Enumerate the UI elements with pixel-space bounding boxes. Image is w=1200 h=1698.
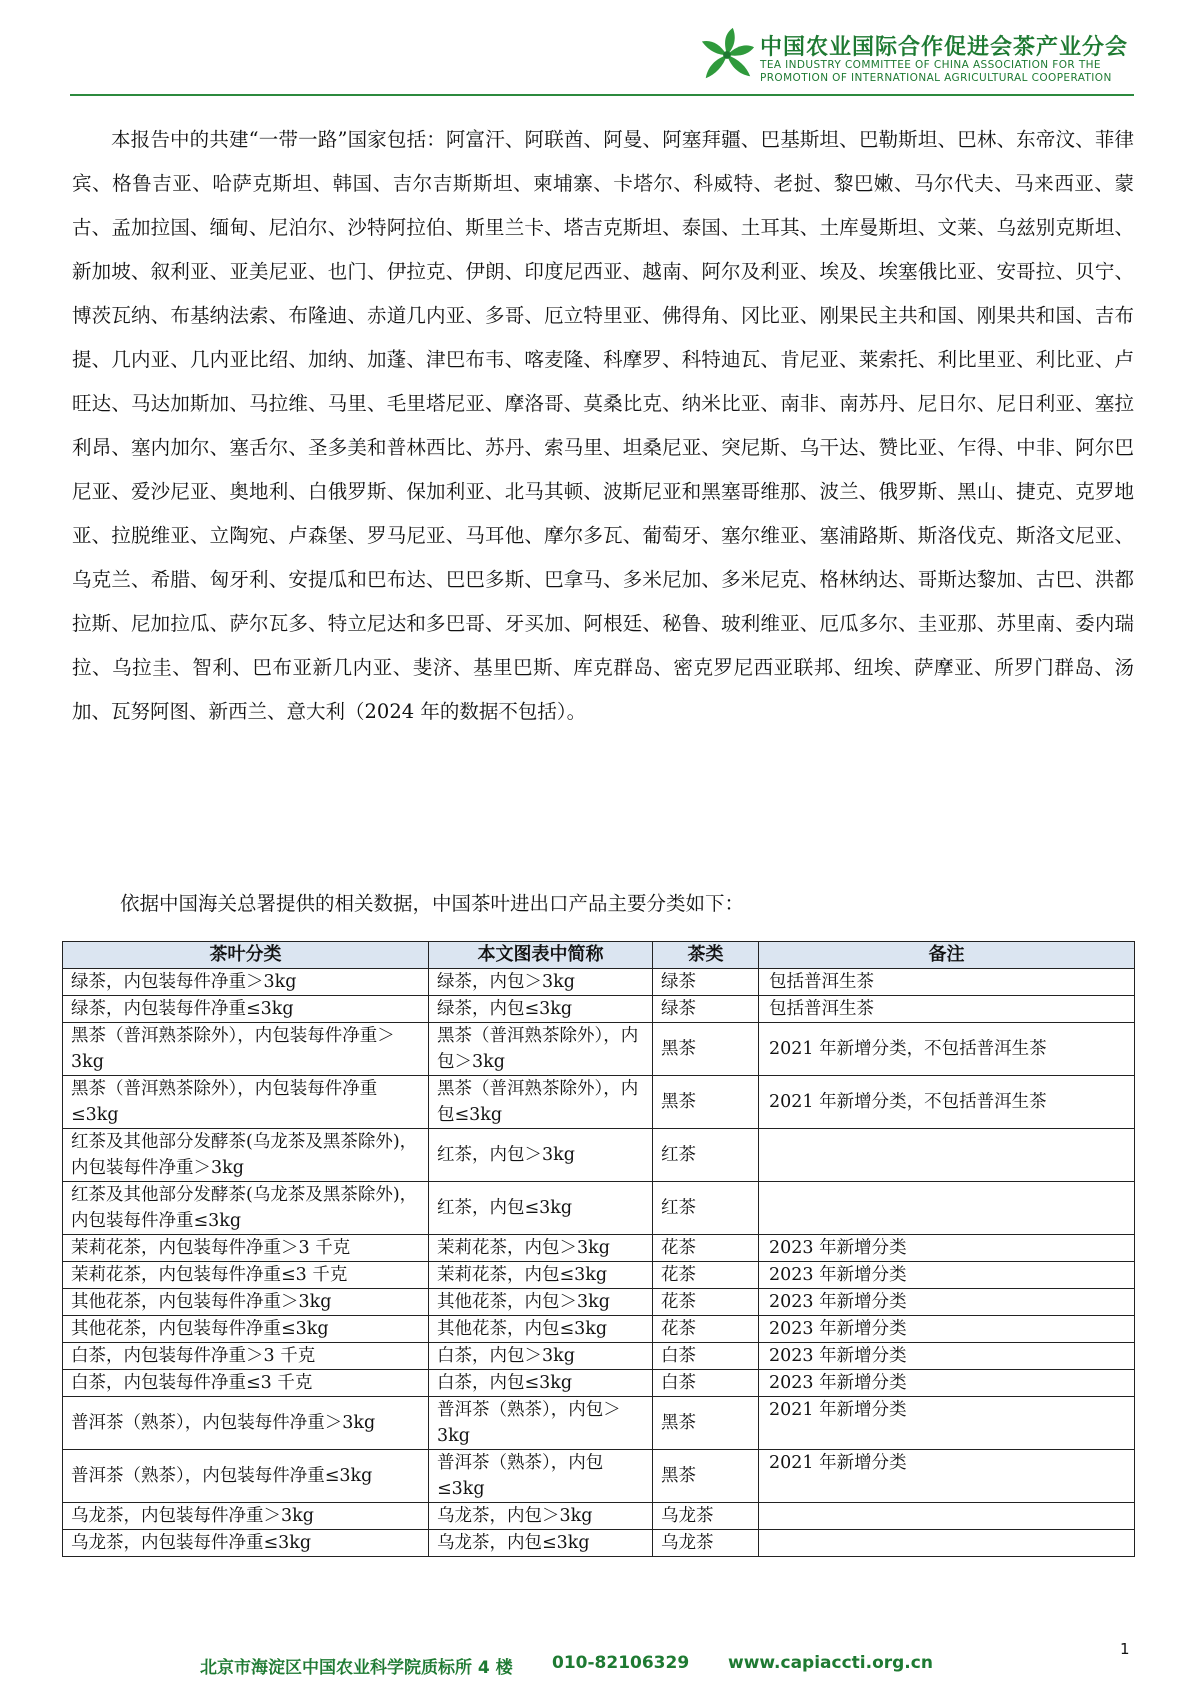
cell-note: 2023 年新增分类 (759, 1370, 1135, 1397)
org-name-en-line1: TEA INDUSTRY COMMITTEE OF CHINA ASSOCIATION FOR THE (760, 59, 1101, 71)
cell-tea-type: 黑茶 (653, 1023, 759, 1076)
cell-short-name: 红茶，内包＞3kg (429, 1129, 653, 1182)
cell-category: 黑茶（普洱熟茶除外），内包装每件净重＞3kg (63, 1023, 429, 1076)
footer-website: www.capiaccti.org.cn (728, 1653, 933, 1673)
page-header (70, 20, 1134, 96)
table-row (63, 1235, 1135, 1262)
table-row (63, 1397, 1135, 1450)
cell-note: 2023 年新增分类 (759, 1343, 1135, 1370)
column-header: 茶叶分类 (63, 942, 429, 969)
cell-tea-type: 绿茶 (653, 969, 759, 996)
cell-note (759, 1182, 1135, 1235)
table-row (63, 1530, 1135, 1557)
footer-address: 北京市海淀区中国农业科学院质标所 4 楼 (200, 1658, 513, 1678)
cell-short-name: 黑茶（普洱熟茶除外），内包≤3kg (429, 1076, 653, 1129)
cell-note: 2021 年新增分类 (759, 1450, 1135, 1503)
cell-short-name: 乌龙茶，内包≤3kg (429, 1530, 653, 1557)
table-row (63, 996, 1135, 1023)
cell-category: 茉莉花茶，内包装每件净重＞3 千克 (63, 1235, 429, 1262)
cell-short-name: 茉莉花茶，内包＞3kg (429, 1235, 653, 1262)
footer-phone: 010-82106329 (552, 1653, 690, 1673)
cell-note: 2021 年新增分类 (759, 1397, 1135, 1450)
cell-short-name: 茉莉花茶，内包≤3kg (429, 1262, 653, 1289)
table-row (63, 1503, 1135, 1530)
table-row (63, 1450, 1135, 1503)
table-row (63, 1370, 1135, 1397)
cell-note: 包括普洱生茶 (759, 996, 1135, 1023)
cell-tea-type: 白茶 (653, 1370, 759, 1397)
org-name-en-line2: PROMOTION OF INTERNATIONAL AGRICULTURAL COOPERATION (760, 72, 1112, 84)
cell-category: 红茶及其他部分发酵茶(乌龙茶及黑茶除外)，内包装每件净重＞3kg (63, 1129, 429, 1182)
table-row (63, 1316, 1135, 1343)
table-header-row (63, 942, 1135, 969)
cell-tea-type: 花茶 (653, 1289, 759, 1316)
cell-short-name: 其他花茶，内包≤3kg (429, 1316, 653, 1343)
cell-category: 乌龙茶，内包装每件净重＞3kg (63, 1503, 429, 1530)
cell-tea-type: 乌龙茶 (653, 1530, 759, 1557)
column-header: 备注 (759, 942, 1135, 969)
cell-tea-type: 白茶 (653, 1343, 759, 1370)
cell-category: 乌龙茶，内包装每件净重≤3kg (63, 1530, 429, 1557)
cell-tea-type: 红茶 (653, 1182, 759, 1235)
cell-short-name: 白茶，内包＞3kg (429, 1343, 653, 1370)
table-intro: 依据中国海关总署提供的相关数据，中国茶叶进出口产品主要分类如下： (120, 892, 745, 915)
cell-category: 黑茶（普洱熟茶除外），内包装每件净重≤3kg (63, 1076, 429, 1129)
cell-category: 其他花茶，内包装每件净重＞3kg (63, 1289, 429, 1316)
cell-short-name: 其他花茶，内包＞3kg (429, 1289, 653, 1316)
cell-category: 其他花茶，内包装每件净重≤3kg (63, 1316, 429, 1343)
cell-note (759, 1530, 1135, 1557)
tea-leaf-logo-icon (698, 26, 756, 84)
org-name-cn: 中国农业国际合作促进会茶产业分会 (760, 35, 1129, 60)
cell-short-name: 绿茶，内包＞3kg (429, 969, 653, 996)
cell-category: 绿茶，内包装每件净重≤3kg (63, 996, 429, 1023)
page-number: 1 (1120, 1640, 1130, 1658)
cell-note (759, 1129, 1135, 1182)
cell-tea-type: 绿茶 (653, 996, 759, 1023)
cell-tea-type: 乌龙茶 (653, 1503, 759, 1530)
table-row (63, 1076, 1135, 1129)
cell-category: 白茶，内包装每件净重＞3 千克 (63, 1343, 429, 1370)
cell-category: 红茶及其他部分发酵茶(乌龙茶及黑茶除外)，内包装每件净重≤3kg (63, 1182, 429, 1235)
column-header: 茶类 (653, 942, 759, 969)
page-footer (0, 1653, 1200, 1683)
table-row (63, 969, 1135, 996)
header-divider (70, 94, 1134, 96)
cell-note: 包括普洱生茶 (759, 969, 1135, 996)
cell-short-name: 白茶，内包≤3kg (429, 1370, 653, 1397)
tea-classification-table (62, 941, 1135, 1557)
cell-category: 普洱茶（熟茶），内包装每件净重＞3kg (63, 1397, 429, 1450)
table-row (63, 1262, 1135, 1289)
cell-category: 绿茶，内包装每件净重＞3kg (63, 969, 429, 996)
table-row (63, 1023, 1135, 1076)
cell-note: 2023 年新增分类 (759, 1262, 1135, 1289)
cell-tea-type: 黑茶 (653, 1450, 759, 1503)
cell-note: 2023 年新增分类 (759, 1289, 1135, 1316)
cell-short-name: 红茶，内包≤3kg (429, 1182, 653, 1235)
table-row (63, 1289, 1135, 1316)
table-row (63, 1343, 1135, 1370)
cell-category: 茉莉花茶，内包装每件净重≤3 千克 (63, 1262, 429, 1289)
cell-tea-type: 黑茶 (653, 1076, 759, 1129)
cell-note: 2021 年新增分类，不包括普洱生茶 (759, 1023, 1135, 1076)
cell-note: 2023 年新增分类 (759, 1316, 1135, 1343)
cell-tea-type: 花茶 (653, 1262, 759, 1289)
cell-category: 白茶，内包装每件净重≤3 千克 (63, 1370, 429, 1397)
intro-paragraph: 本报告中的共建“一带一路”国家包括：阿富汗、阿联酋、阿曼、阿塞拜疆、巴基斯坦、巴勒斯坦、巴林、东帝汶、菲律宾、格鲁吉亚、哈萨克斯坦、韩国、吉尔吉斯斯坦、柬埔寨、卡塔尔、科威特、老挝、黎巴嫩、马尔代夫、马来西亚、蒙古、孟加拉国、缅甸、尼泊尔、沙特阿拉伯、斯里兰卡、塔吉克斯坦、泰国、土耳其、土库曼斯坦、文莱、乌兹别克斯坦、新加坡、叙利亚、亚美尼亚、也门、伊拉克、伊朗、印度尼西亚、越南、阿尔及利亚、埃及、埃塞俄比亚、安哥拉、贝宁、博茨瓦纳、布基纳法索、布隆迪、赤道几内亚、多哥、厄立特里亚、佛得角、冈比亚、刚果民主共和国、刚果共和国、吉布提、几内亚、几内亚比绍、加纳、加蓬、津巴布韦、喀麦隆、科摩罗、科特迪瓦、肯尼亚、莱索托、利比里亚、利比亚、卢旺达、马达加斯加、马拉维、马里、毛里塔尼亚、摩洛哥、莫桑比克、纳米比亚、南非、南苏丹、尼日尔、尼日利亚、塞拉利昂、塞内加尔、塞舌尔、圣多美和普林西比、苏丹、索马里、坦桑尼亚、突尼斯、乌干达、赞比亚、乍得、中非、阿尔巴尼亚、爱沙尼亚、奥地利、白俄罗斯、保加利亚、北马其顿、波斯尼亚和黑塞哥维那、波兰、俄罗斯、黑山、捷克、克罗地亚、拉脱维亚、立陶宛、卢森堡、罗马尼亚、马耳他、摩尔多瓦、葡萄牙、塞尔维亚、塞浦路斯、斯洛伐克、斯洛文尼亚、乌克兰、希腊、匈牙利、安提瓜和巴布达、巴巴多斯、巴拿马、多米尼加、多米尼克、格林纳达、哥斯达黎加、古巴、洪都拉斯、尼加拉瓜、萨尔瓦多、特立尼达和多巴哥、牙买加、阿根廷、秘鲁、玻利维亚、厄瓜多尔、圭亚那、苏里南、委内瑞拉、乌拉圭、智利、巴布亚新几内亚、斐济、基里巴斯、库克群岛、密克罗尼西亚联邦、纽埃、萨摩亚、所罗门群岛、汤加、瓦努阿图、新西兰、意大利（2024 年的数据不包括）。 (72, 128, 1134, 723)
column-header: 本文图表中简称 (429, 942, 653, 969)
table-row (63, 1182, 1135, 1235)
cell-short-name: 黑茶（普洱熟茶除外），内包＞3kg (429, 1023, 653, 1076)
cell-category: 普洱茶（熟茶），内包装每件净重≤3kg (63, 1450, 429, 1503)
cell-tea-type: 花茶 (653, 1316, 759, 1343)
cell-note (759, 1503, 1135, 1530)
cell-tea-type: 红茶 (653, 1129, 759, 1182)
cell-note: 2023 年新增分类 (759, 1235, 1135, 1262)
cell-short-name: 绿茶，内包≤3kg (429, 996, 653, 1023)
cell-short-name: 普洱茶（熟茶），内包＞3kg (429, 1397, 653, 1450)
cell-tea-type: 黑茶 (653, 1397, 759, 1450)
cell-note: 2021 年新增分类，不包括普洱生茶 (759, 1076, 1135, 1129)
cell-short-name: 乌龙茶，内包＞3kg (429, 1503, 653, 1530)
cell-short-name: 普洱茶（熟茶），内包≤3kg (429, 1450, 653, 1503)
cell-tea-type: 花茶 (653, 1235, 759, 1262)
table-row (63, 1129, 1135, 1182)
